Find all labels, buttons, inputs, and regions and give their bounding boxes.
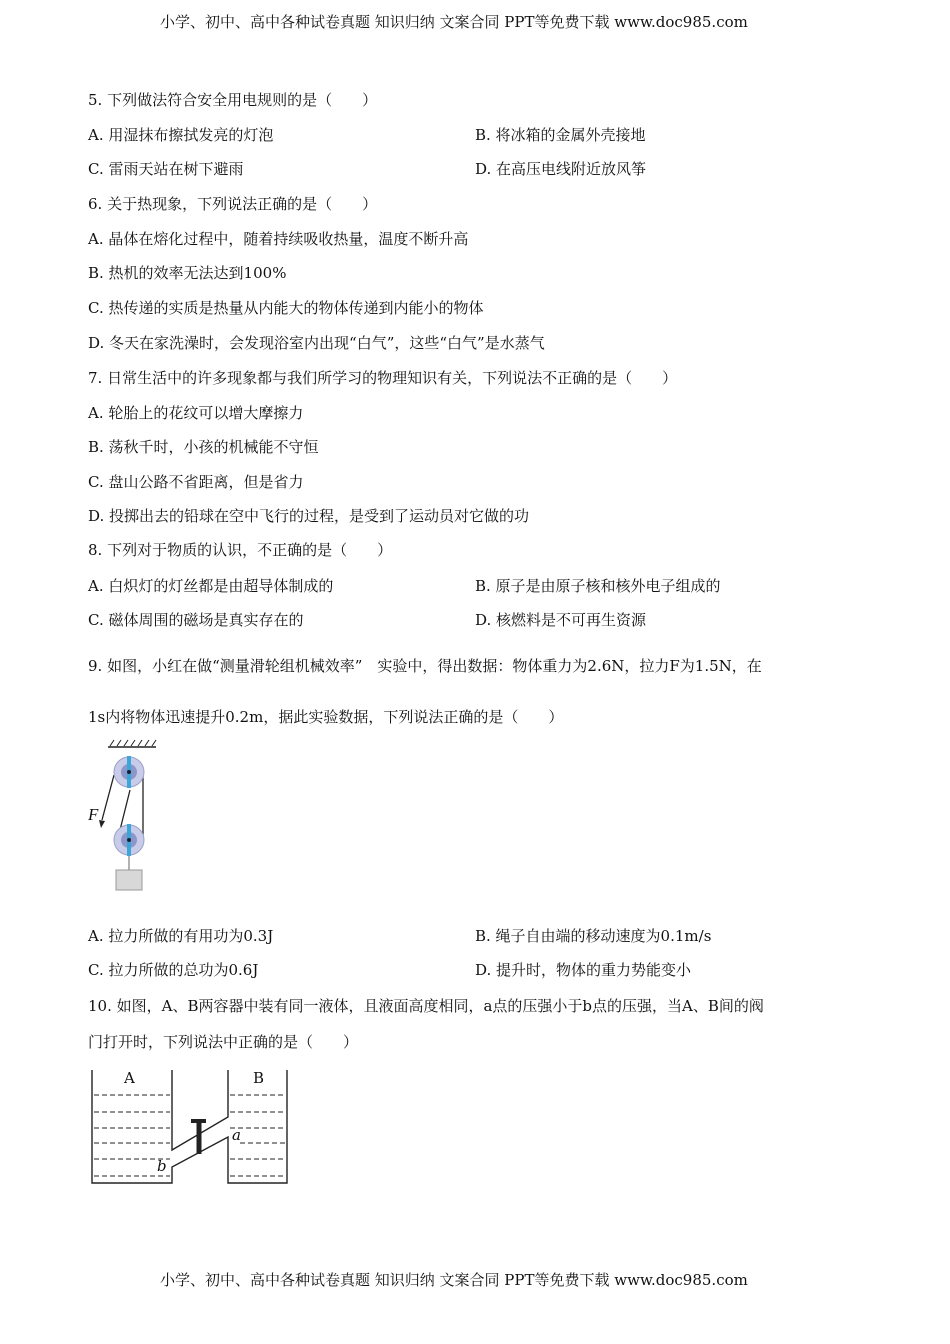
q6-stem: 6. 关于热现象，下列说法正确的是（ ） xyxy=(88,195,378,213)
container-b-label: B xyxy=(253,1069,265,1087)
q8-option-b: B. 原子是由原子核和核外电子组成的 xyxy=(475,577,721,595)
q9-stem-line1: 9. 如图，小红在做“测量滑轮组机械效率” 实验中，得出数据：物体重力为2.6N，拉力F为1.5N，在 xyxy=(88,657,762,675)
q5-stem: 5. 下列做法符合安全用电规则的是（ ） xyxy=(88,91,378,109)
q7-stem: 7. 日常生活中的许多现象都与我们所学习的物理知识有关，下列说法不正确的是（ ） xyxy=(88,369,678,387)
q8-option-c: C. 磁体周围的磁场是真实存在的 xyxy=(88,611,304,629)
q9-stem-line2: 1s内将物体迅速提升0.2m，据此实验数据，下列说法正确的是（ ） xyxy=(88,708,564,726)
point-b-label: b xyxy=(157,1157,167,1175)
page-footer: 小学、初中、高中各种试卷真题 知识归纳 文案合同 PPT等免费下载 www.doc985.com xyxy=(160,1271,748,1289)
q10-stem-line2: 门打开时，下列说法中正确的是（ ） xyxy=(88,1033,359,1051)
q7-option-c: C. 盘山公路不省距离，但是省力 xyxy=(88,473,304,491)
q6-option-a: A. 晶体在熔化过程中，随着持续吸收热量，温度不断升高 xyxy=(88,230,469,248)
page-header: 小学、初中、高中各种试卷真题 知识归纳 文案合同 PPT等免费下载 www.doc985.com xyxy=(160,13,748,31)
q9-option-a: A. 拉力所做的有用功为0.3J xyxy=(88,927,274,945)
q10-stem-line1: 10. 如图，A、B两容器中装有同一液体，且液面高度相同，a点的压强小于b点的压强，当A、B间的阀 xyxy=(88,997,764,1015)
q9-option-d: D. 提升时，物体的重力势能变小 xyxy=(475,961,692,979)
q7-option-d: D. 投掷出去的铅球在空中飞行的过程，是受到了运动员对它做的功 xyxy=(88,507,530,525)
q9-option-c: C. 拉力所做的总功为0.6J xyxy=(88,961,259,979)
q6-option-c: C. 热传递的实质是热量从内能大的物体传递到内能小的物体 xyxy=(88,299,484,317)
container-a-label: A xyxy=(124,1069,135,1087)
q8-option-a: A. 白炽灯的灯丝都是由超导体制成的 xyxy=(88,577,334,595)
q5-option-d: D. 在高压电线附近放风筝 xyxy=(475,160,647,178)
q9-option-b: B. 绳子自由端的移动速度为0.1m/s xyxy=(475,927,712,945)
pulley-figure xyxy=(99,740,156,890)
force-label: F xyxy=(88,805,99,824)
point-a-label: a xyxy=(232,1126,241,1144)
q5-option-a: A. 用湿抹布擦拭发亮的灯泡 xyxy=(88,126,274,144)
q6-option-d: D. 冬天在家洗澡时，会发现浴室内出现“白气”，这些“白气”是水蒸气 xyxy=(88,334,545,352)
q5-option-b: B. 将冰箱的金属外壳接地 xyxy=(475,126,646,144)
q8-option-d: D. 核燃料是不可再生资源 xyxy=(475,611,647,629)
q8-stem: 8. 下列对于物质的认识，不正确的是（ ） xyxy=(88,541,393,559)
q6-option-b: B. 热机的效率无法达到100% xyxy=(88,264,287,282)
q7-option-b: B. 荡秋千时，小孩的机械能不守恒 xyxy=(88,438,319,456)
q5-option-c: C. 雷雨天站在树下避雨 xyxy=(88,160,244,178)
q7-option-a: A. 轮胎上的花纹可以增大摩擦力 xyxy=(88,404,304,422)
